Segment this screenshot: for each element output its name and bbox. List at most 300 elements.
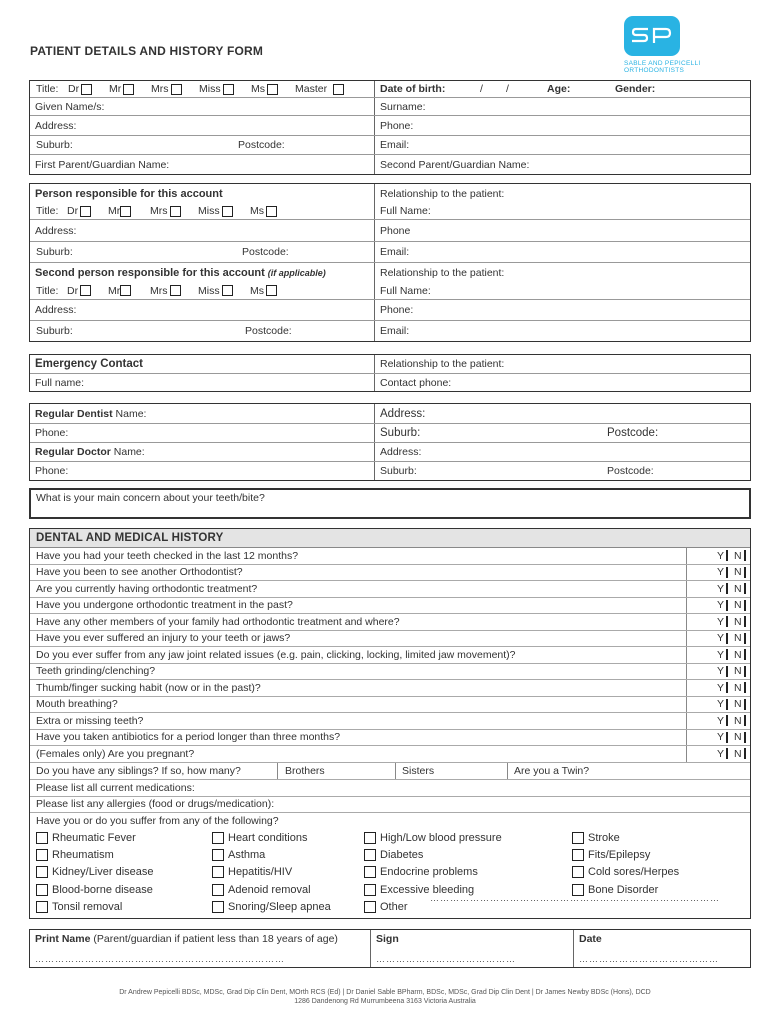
yes-no-group — [686, 581, 750, 597]
account-title-label: Title: — [36, 205, 59, 217]
condition-option[interactable] — [364, 901, 408, 913]
relationship-field-2[interactable] — [374, 263, 750, 282]
condition-label: Blood-borne disease — [52, 883, 153, 896]
yes-no-group — [686, 598, 750, 614]
yes-checkbox[interactable] — [726, 732, 728, 743]
yes-label: Y — [717, 582, 725, 595]
medications-field[interactable] — [30, 780, 750, 797]
account-title-field — [30, 203, 374, 219]
no-checkbox[interactable] — [744, 732, 746, 743]
condition-label: Snoring/Sleep apnea — [228, 900, 331, 913]
yes-checkbox[interactable] — [726, 682, 728, 693]
second-parent-label: Second Parent/Guardian Name: — [380, 158, 530, 171]
yes-no-group — [686, 664, 750, 680]
dentist-postcode-label: Postcode: — [607, 427, 659, 439]
acc2-title-ms-label: Ms — [250, 284, 264, 297]
yes-label: Y — [717, 566, 725, 579]
condition-option[interactable] — [36, 901, 122, 913]
condition-option[interactable] — [364, 866, 478, 878]
emergency-phone-field[interactable] — [374, 374, 750, 391]
question-list — [30, 548, 750, 763]
dentist-address-label: Address: — [380, 407, 426, 420]
history-question-text: (Females only) Are you pregnant? — [36, 747, 195, 760]
yes-checkbox[interactable] — [726, 666, 728, 677]
siblings-question: Do you have any siblings? If so, how many? — [36, 764, 241, 777]
no-label: N — [734, 698, 742, 711]
yes-no-group — [686, 614, 750, 630]
form-title: PATIENT DETAILS AND HISTORY FORM — [30, 44, 264, 58]
relationship-label-1: Relationship to the patient: — [380, 187, 505, 200]
no-checkbox[interactable] — [744, 699, 746, 710]
dentist-name-label: Name: — [115, 407, 147, 420]
doctor-phone-label: Phone: — [35, 465, 69, 477]
acc2-title-dr-label: Dr — [67, 284, 79, 297]
no-checkbox[interactable] — [744, 633, 746, 644]
account-title-field-2 — [30, 282, 374, 299]
sign-field[interactable] — [370, 930, 573, 967]
account-email-label-1: Email: — [380, 246, 410, 258]
yes-no-group — [686, 730, 750, 746]
no-checkbox[interactable] — [744, 715, 746, 726]
yes-label: Y — [717, 549, 725, 562]
yes-checkbox[interactable] — [726, 715, 728, 726]
title-mrs-label: Mrs — [151, 83, 169, 95]
dentist-suburb-label: Suburb: — [380, 427, 421, 439]
account-section — [29, 183, 751, 342]
condition-label: Bone Disorder — [588, 883, 659, 896]
signature-section — [29, 929, 751, 968]
condition-option[interactable] — [212, 849, 265, 861]
no-checkbox[interactable] — [744, 583, 746, 594]
doctor-name-label: Name: — [113, 446, 145, 458]
age-label: Age: — [547, 83, 571, 95]
title-mr-checkbox[interactable] — [123, 84, 134, 95]
account-postcode-label-1: Postcode: — [242, 246, 289, 258]
no-checkbox[interactable] — [744, 666, 746, 677]
condition-option[interactable] — [36, 884, 153, 896]
history-question-row — [30, 647, 750, 664]
condition-option[interactable] — [572, 832, 620, 844]
condition-checkbox[interactable] — [212, 884, 224, 896]
history-question-row — [30, 730, 750, 747]
dob-separator-1: / — [480, 83, 483, 95]
condition-option[interactable] — [364, 832, 502, 844]
condition-checkbox[interactable] — [212, 901, 224, 913]
relationship-field-1[interactable] — [374, 184, 750, 203]
first-parent-field[interactable] — [30, 155, 374, 174]
condition-label: Stroke — [588, 832, 620, 844]
account-phone-field-1[interactable] — [374, 220, 750, 241]
acc-title-dr-label: Dr — [67, 205, 79, 217]
print-name-note: (Parent/guardian if patient less than 18 years of age) — [93, 933, 338, 945]
condition-label: Heart conditions — [228, 832, 308, 844]
yes-label: Y — [717, 615, 725, 628]
postcode-label: Postcode: — [238, 139, 285, 151]
history-question-text: Have you undergone orthodontic treatment in the past? — [36, 599, 293, 612]
yes-label: Y — [717, 599, 725, 612]
condition-label: Excessive bleeding — [380, 883, 475, 896]
history-question-text: Teeth grinding/clenching? — [36, 665, 156, 678]
second-person-heading — [30, 263, 374, 282]
yes-label: Y — [717, 681, 725, 694]
condition-option[interactable] — [364, 849, 423, 861]
title-dr-label: Dr — [68, 83, 80, 95]
title-miss-checkbox[interactable] — [223, 84, 234, 95]
sign-label: Sign — [376, 933, 399, 945]
acc2-title-dr-checkbox[interactable] — [80, 285, 91, 296]
condition-checkbox[interactable] — [36, 884, 48, 896]
no-checkbox[interactable] — [744, 616, 746, 627]
condition-checkbox[interactable] — [364, 832, 376, 844]
account-email-field-2[interactable] — [374, 321, 750, 341]
acc2-title-ms-checkbox[interactable] — [266, 285, 277, 296]
yes-no-group — [686, 746, 750, 762]
sisters-field[interactable] — [395, 763, 507, 780]
condition-label: Other — [380, 900, 408, 913]
address-field[interactable] — [30, 116, 374, 135]
footer — [0, 988, 770, 1006]
relationship-label-2: Relationship to the patient: — [380, 266, 505, 279]
account-address-label-2: Address: — [35, 304, 77, 316]
no-checkbox[interactable] — [744, 748, 746, 759]
history-question-text: Are you currently having orthodontic treatment? — [36, 582, 258, 595]
condition-label: Cold sores/Herpes — [588, 866, 680, 879]
emergency-section — [29, 354, 751, 392]
account-email-field-1[interactable] — [374, 242, 750, 262]
condition-option[interactable] — [212, 884, 311, 896]
history-question-row — [30, 713, 750, 730]
yes-label: Y — [717, 632, 725, 645]
account-email-label-2: Email: — [380, 325, 410, 337]
dentist-name-field[interactable] — [30, 404, 374, 423]
given-names-field[interactable] — [30, 98, 374, 115]
condition-option[interactable] — [212, 832, 308, 844]
dentist-heading: Regular Dentist — [35, 407, 113, 420]
yes-no-group — [686, 713, 750, 729]
doctor-postcode-label: Postcode: — [607, 465, 654, 477]
account-suburb-label-1: Suburb: — [36, 246, 73, 258]
condition-checkbox[interactable] — [212, 832, 224, 844]
account-title-label-2: Title: — [36, 284, 59, 297]
doctor-heading: Regular Doctor — [35, 446, 111, 458]
no-label: N — [734, 665, 742, 678]
yes-label: Y — [717, 714, 725, 727]
title-master-checkbox[interactable] — [333, 84, 344, 95]
acc2-title-miss-label: Miss — [198, 284, 220, 297]
main-concern-label: What is your main concern about your teeth/bite? — [36, 492, 265, 504]
condition-option[interactable] — [572, 866, 679, 878]
emergency-name-field[interactable] — [30, 374, 374, 391]
title-field — [30, 81, 374, 97]
full-name-label-2: Full Name: — [380, 284, 431, 297]
yes-label: Y — [717, 731, 725, 744]
condition-checkbox[interactable] — [364, 849, 376, 861]
history-question-text: Extra or missing teeth? — [36, 714, 144, 727]
no-label: N — [734, 566, 742, 579]
account-address-field-1[interactable] — [30, 220, 374, 241]
doctor-address-field[interactable] — [374, 443, 750, 461]
account-address-label-1: Address: — [35, 224, 77, 237]
given-names-label: Given Name/s: — [35, 100, 105, 113]
history-question-text: Mouth breathing? — [36, 698, 118, 711]
account-suburb-label-2: Suburb: — [36, 325, 73, 337]
condition-option[interactable] — [212, 866, 292, 878]
acc-title-mrs-checkbox[interactable] — [170, 206, 181, 217]
medications-label: Please list all current medications: — [36, 781, 195, 794]
no-label: N — [734, 632, 742, 645]
emergency-phone-label: Contact phone: — [380, 376, 452, 389]
history-question-text: Thumb/finger sucking habit (now or in the past)? — [36, 681, 261, 694]
yes-no-group — [686, 548, 750, 564]
condition-label: Tonsil removal — [52, 900, 123, 913]
no-checkbox[interactable] — [744, 600, 746, 611]
date-line: …………………………………… — [579, 954, 719, 964]
yes-label: Y — [717, 648, 725, 661]
condition-checkbox[interactable] — [572, 849, 584, 861]
emergency-relationship-field[interactable] — [374, 355, 750, 373]
condition-label: Endocrine problems — [380, 866, 478, 879]
no-label: N — [734, 747, 742, 760]
acc-title-mr-checkbox[interactable] — [120, 206, 131, 217]
condition-option[interactable] — [36, 849, 114, 861]
person-responsible-heading: Person responsible for this account — [35, 187, 223, 200]
condition-label: Adenoid removal — [228, 883, 311, 896]
account-address-field-2[interactable] — [30, 300, 374, 320]
yes-checkbox[interactable] — [726, 748, 728, 759]
doctor-suburb-label: Suburb: — [380, 465, 417, 477]
condition-label: High/Low blood pressure — [380, 832, 502, 844]
yes-checkbox[interactable] — [726, 550, 728, 561]
allergies-field[interactable] — [30, 797, 750, 814]
account-phone-field-2[interactable] — [374, 300, 750, 320]
acc-title-mr-label: Mr — [108, 205, 121, 217]
dob-field[interactable] — [374, 81, 750, 97]
print-name-label: Print Name — [35, 933, 91, 945]
dentist-phone-label: Phone: — [35, 427, 69, 439]
phone-label: Phone: — [380, 119, 414, 132]
history-question-row — [30, 614, 750, 631]
main-concern-field[interactable] — [29, 488, 751, 519]
acc-title-miss-checkbox[interactable] — [222, 206, 233, 217]
doctor-suburb-field[interactable] — [374, 462, 750, 480]
practice-logo — [624, 16, 680, 56]
no-label: N — [734, 681, 742, 694]
condition-checkbox[interactable] — [212, 866, 224, 878]
condition-label: Rheumatic Fever — [52, 832, 136, 844]
other-condition-line[interactable]: …………………………………………………………………………… — [430, 893, 720, 903]
title-ms-label: Ms — [251, 83, 265, 95]
history-question-text: Have you had your teeth checked in the last 12 months? — [36, 549, 299, 562]
no-label: N — [734, 582, 742, 595]
medical-history-section — [29, 528, 751, 919]
condition-checkbox[interactable] — [36, 901, 48, 913]
history-question-row — [30, 746, 750, 763]
no-checkbox[interactable] — [744, 649, 746, 660]
account-postcode-label-2: Postcode: — [245, 325, 292, 337]
yes-label: Y — [717, 698, 725, 711]
date-label: Date — [579, 933, 602, 945]
condition-checkbox[interactable] — [572, 832, 584, 844]
no-label: N — [734, 599, 742, 612]
yes-checkbox[interactable] — [726, 616, 728, 627]
second-parent-field[interactable] — [374, 155, 750, 174]
history-question-row — [30, 548, 750, 565]
email-label: Email: — [380, 139, 410, 151]
practice-name-line1: SABLE AND PEPICELLI — [624, 60, 701, 67]
brothers-label: Brothers — [285, 764, 325, 777]
emergency-heading: Emergency Contact — [35, 358, 144, 370]
yes-no-group — [686, 647, 750, 663]
allergies-label: Please list any allergies (food or drugs/medication): — [36, 798, 275, 811]
brothers-field[interactable] — [277, 763, 395, 780]
emergency-relationship-label: Relationship to the patient: — [380, 358, 505, 370]
condition-label: Rheumatism — [52, 849, 114, 862]
doctor-name-field[interactable] — [30, 443, 374, 461]
history-question-row — [30, 565, 750, 582]
history-question-text: Have you been to see another Orthodontist? — [36, 566, 243, 579]
yes-checkbox[interactable] — [726, 699, 728, 710]
full-name-field-1[interactable] — [374, 203, 750, 219]
regular-practitioners-section — [29, 403, 751, 481]
condition-checkbox[interactable] — [364, 866, 376, 878]
conditions-block — [30, 813, 750, 918]
surname-label: Surname: — [380, 100, 426, 113]
account-phone-label-2: Phone: — [380, 304, 414, 316]
no-label: N — [734, 615, 742, 628]
sign-line: …………………………………… — [376, 954, 516, 964]
title-mr-label: Mr — [109, 83, 122, 95]
dob-separator-2: / — [506, 83, 509, 95]
email-field[interactable] — [374, 136, 750, 154]
suburb-field[interactable] — [30, 136, 374, 154]
sp-logo-icon — [630, 25, 674, 47]
dob-label: Date of birth: — [380, 83, 446, 95]
history-question-text: Do you ever suffer from any jaw joint related issues (e.g. pain, clicking, locking, limited jaw movement)? — [36, 648, 516, 661]
acc-title-ms-label: Ms — [250, 205, 264, 217]
title-label: Title: — [36, 83, 59, 95]
account-phone-label-1: Phone — [380, 224, 411, 237]
second-person-label: Second person responsible for this account — [35, 266, 265, 279]
history-question-row — [30, 631, 750, 648]
title-master-label: Master — [295, 83, 328, 95]
title-dr-checkbox[interactable] — [81, 84, 92, 95]
yes-checkbox[interactable] — [726, 633, 728, 644]
address-label: Address: — [35, 119, 77, 132]
yes-no-group — [686, 697, 750, 713]
acc-title-mrs-label: Mrs — [150, 205, 168, 217]
yes-checkbox[interactable] — [726, 649, 728, 660]
condition-checkbox[interactable] — [364, 901, 376, 913]
emergency-name-label: Full name: — [35, 376, 85, 389]
condition-checkbox[interactable] — [36, 849, 48, 861]
history-question-text: Have you ever suffered an injury to your teeth or jaws? — [36, 632, 291, 645]
print-name-field[interactable] — [30, 930, 370, 967]
account-suburb-field-1[interactable] — [30, 242, 374, 262]
acc-title-ms-checkbox[interactable] — [266, 206, 277, 217]
yes-label: Y — [717, 665, 725, 678]
full-name-label-1: Full Name: — [380, 205, 431, 217]
account-suburb-field-2[interactable] — [30, 321, 374, 341]
condition-checkbox[interactable] — [364, 884, 376, 896]
practice-name-line2: ORTHODONTISTS — [624, 66, 685, 74]
history-question-row — [30, 581, 750, 598]
acc2-title-mr-label: Mr — [108, 284, 121, 297]
condition-checkbox[interactable] — [572, 866, 584, 878]
yes-no-group — [686, 565, 750, 581]
condition-label: Kidney/Liver disease — [52, 866, 154, 879]
no-label: N — [734, 714, 742, 727]
history-question-text: Have you taken antibiotics for a period longer than three months? — [36, 731, 341, 744]
twin-field[interactable] — [507, 763, 589, 780]
dentist-address-field[interactable] — [374, 404, 750, 423]
print-name-line: ………………………………………………………………… — [35, 954, 285, 964]
sisters-label: Sisters — [402, 764, 435, 777]
if-applicable-note: (if applicable) — [267, 267, 326, 278]
history-question-row — [30, 697, 750, 714]
acc-title-miss-label: Miss — [198, 205, 220, 217]
no-checkbox[interactable] — [744, 567, 746, 578]
yes-checkbox[interactable] — [726, 600, 728, 611]
condition-checkbox[interactable] — [212, 849, 224, 861]
gender-label: Gender: — [615, 83, 656, 95]
title-miss-label: Miss — [199, 83, 221, 95]
doctor-phone-field[interactable] — [30, 462, 374, 480]
practice-name — [624, 61, 701, 74]
no-checkbox[interactable] — [744, 550, 746, 561]
condition-option[interactable] — [572, 849, 650, 861]
acc2-title-mrs-checkbox[interactable] — [170, 285, 181, 296]
yes-no-group — [686, 680, 750, 696]
title-mrs-checkbox[interactable] — [171, 84, 182, 95]
condition-option[interactable] — [36, 832, 136, 844]
doctor-address-label: Address: — [380, 446, 422, 458]
footer-address: 1286 Dandenong Rd Murrumbeena 3163 Victoria Australia — [294, 998, 476, 1005]
history-question-row — [30, 598, 750, 615]
acc-title-dr-checkbox[interactable] — [80, 206, 91, 217]
yes-no-group — [686, 631, 750, 647]
history-question-row — [30, 664, 750, 681]
yes-checkbox[interactable] — [726, 567, 728, 578]
acc2-title-miss-checkbox[interactable] — [222, 285, 233, 296]
condition-label: Asthma — [228, 849, 266, 862]
twin-label: Are you a Twin? — [514, 764, 590, 777]
yes-checkbox[interactable] — [726, 583, 728, 594]
no-label: N — [734, 648, 742, 661]
patient-details-section — [29, 80, 751, 175]
phone-field[interactable] — [374, 116, 750, 135]
condition-option[interactable] — [212, 901, 331, 913]
no-label: N — [734, 731, 742, 744]
dentist-suburb-field[interactable] — [374, 424, 750, 442]
condition-checkbox[interactable] — [36, 832, 48, 844]
condition-checkbox[interactable] — [36, 866, 48, 878]
siblings-row — [30, 763, 750, 781]
full-name-field-2[interactable] — [374, 282, 750, 299]
surname-field[interactable] — [374, 98, 750, 115]
footer-practitioners: Dr Andrew Pepicelli BDSc, MDSc, Grad Dip Clin Dent, MOrth RCS (Ed) | Dr Daniel Sable BPharm, BDSc, MDSc, Grad Dip Clin Dent | Dr James Newby BDSc (Hons), DCD — [119, 989, 651, 996]
acc2-title-mr-checkbox[interactable] — [120, 285, 131, 296]
acc2-title-mrs-label: Mrs — [150, 284, 168, 297]
conditions-question: Have you or do you suffer from any of the following? — [36, 815, 279, 827]
date-field[interactable] — [573, 930, 750, 967]
condition-label: Fits/Epilepsy — [588, 849, 651, 862]
no-checkbox[interactable] — [744, 682, 746, 693]
title-ms-checkbox[interactable] — [267, 84, 278, 95]
condition-option[interactable] — [36, 866, 154, 878]
dentist-phone-field[interactable] — [30, 424, 374, 442]
no-label: N — [734, 549, 742, 562]
yes-label: Y — [717, 747, 725, 760]
